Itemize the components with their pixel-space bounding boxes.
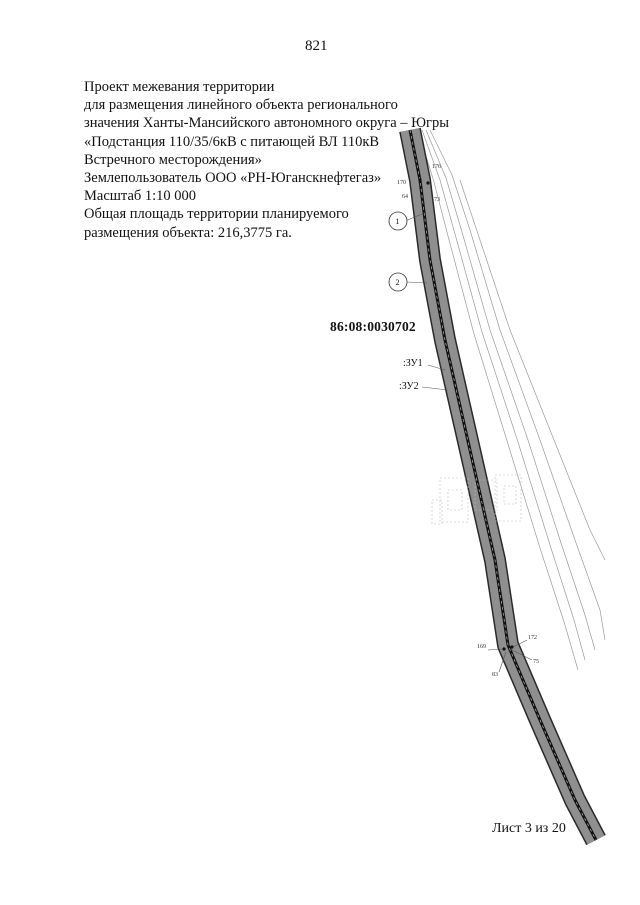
circle-marker-2 (389, 273, 407, 291)
point-label: 169 (477, 644, 486, 650)
document-header (84, 78, 449, 242)
header-line: размещения объекта: 216,3775 га. (84, 224, 292, 241)
page-number: 821 (305, 38, 328, 54)
point-label: 176 (432, 164, 441, 170)
svg-text:2: 2 (395, 278, 400, 287)
header-line: значения Ханты-Мансийского автономного округа – Югры (84, 115, 449, 132)
point-label: 73 (434, 197, 440, 203)
header-line: для размещения линейного объекта регионального (84, 97, 398, 114)
zu-label-2: :ЗУ2 (399, 381, 419, 392)
header-line: Общая площадь территории планируемого (84, 206, 349, 223)
svg-text:1: 1 (395, 217, 400, 226)
header-line: «Подстанция 110/35/6кВ с питающей ВЛ 110кВ (84, 133, 380, 150)
point-label: 170 (397, 180, 406, 186)
header-line: Землепользователь ООО «РН-Юганскнефтегаз» (84, 170, 382, 187)
point-label: 64 (402, 194, 408, 200)
header-line: Масштаб 1:10 000 (84, 188, 197, 205)
point-label: 172 (528, 635, 537, 641)
zu-label-1: :ЗУ1 (403, 358, 423, 369)
header-line: Встречного месторождения» (84, 151, 262, 168)
point-label: 83 (492, 672, 498, 678)
header-line: Проект межевания территории (84, 79, 275, 95)
cadastral-number: 86:08:0030702 (330, 319, 416, 334)
sheet-label: Лист 3 из 20 (492, 821, 566, 836)
point-label: 75 (533, 659, 539, 665)
